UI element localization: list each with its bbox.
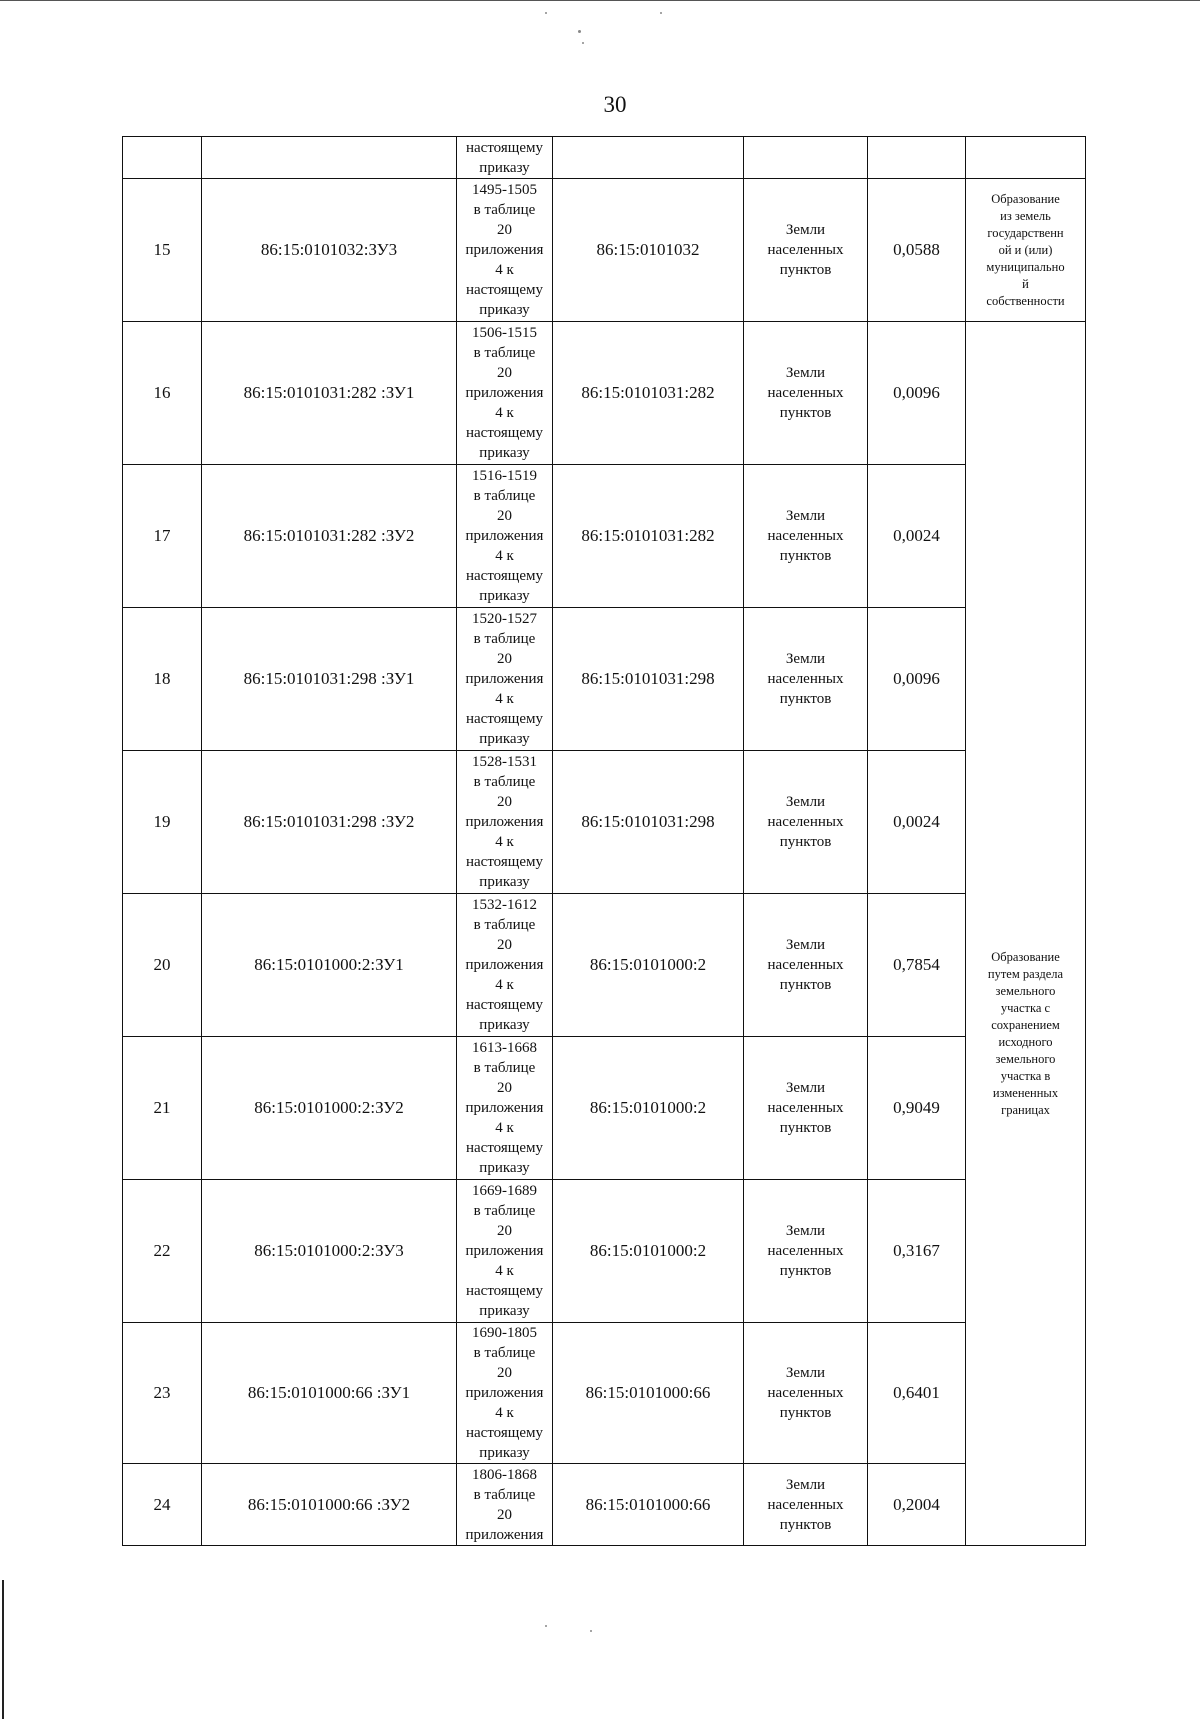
land-category-line: пунктов	[779, 548, 832, 564]
land-category	[744, 751, 868, 894]
row-number: 19	[123, 751, 202, 894]
points-reference-line: 1528-1531	[472, 754, 537, 770]
formation-method-line: Образование	[991, 949, 1060, 964]
scan-speck	[582, 42, 584, 44]
land-category-line: Земли	[785, 508, 826, 524]
points-reference-line: 1806-1868	[472, 1466, 537, 1483]
points-reference-line: приложения	[465, 385, 544, 401]
plot-designation: 86:15:0101000:2:ЗУ1	[202, 894, 457, 1037]
points-reference-line: приказу	[479, 445, 530, 461]
land-category	[744, 179, 868, 322]
land-category-line: населенных	[767, 957, 844, 973]
scan-speck	[578, 30, 581, 33]
points-reference-line: приложения	[465, 1100, 544, 1116]
points-reference-line: 1495-1505	[472, 182, 537, 198]
points-reference-line: приложения	[465, 671, 544, 687]
points-reference-line: 20	[497, 222, 512, 238]
points-reference	[457, 1323, 553, 1464]
scan-speck	[545, 1625, 547, 1627]
points-reference-line: приказу	[479, 1017, 530, 1033]
land-category-line: пунктов	[779, 405, 832, 421]
points-reference-line: 4 к	[495, 262, 514, 278]
land-category	[744, 1037, 868, 1180]
land-category-line: Земли	[785, 1365, 826, 1381]
points-reference-line: 20	[497, 937, 512, 953]
formation-method	[966, 322, 1086, 1546]
points-reference-line: 1532-1612	[472, 897, 537, 913]
row-number: 24	[123, 1464, 202, 1546]
parent-cadastral-number: 86:15:0101000:2	[553, 1037, 744, 1180]
land-category	[744, 322, 868, 465]
land-category-line: Земли	[785, 1080, 826, 1096]
land-category	[744, 465, 868, 608]
points-reference-line: приказу	[479, 159, 530, 176]
points-reference-line: приложения	[465, 528, 544, 544]
formation-method-line: измененных	[992, 1085, 1059, 1100]
formation-method-line: сохранением	[991, 1017, 1060, 1032]
points-reference	[457, 1180, 553, 1323]
land-category-line: населенных	[767, 528, 844, 544]
points-reference	[457, 894, 553, 1037]
points-reference-line: 20	[497, 1506, 512, 1523]
land-category	[744, 608, 868, 751]
points-reference-line: 20	[497, 1223, 512, 1239]
points-reference-line: приказу	[479, 588, 530, 604]
land-category-line: Земли	[785, 937, 826, 953]
points-reference-line: в таблице	[473, 1203, 536, 1219]
table-row	[123, 1464, 1086, 1546]
points-reference	[457, 608, 553, 751]
plot-area: 0,0096	[868, 608, 966, 751]
table-row	[123, 465, 1086, 608]
points-reference	[457, 751, 553, 894]
points-reference-line: приказу	[479, 302, 530, 318]
land-category-line: пунктов	[779, 1405, 832, 1421]
formation-method-line: путем раздела	[987, 966, 1064, 981]
plot-area: 0,9049	[868, 1037, 966, 1180]
plot-designation: 86:15:0101000:2:ЗУ3	[202, 1180, 457, 1323]
points-reference-line: 4 к	[495, 1263, 514, 1279]
land-category-line: населенных	[767, 1496, 844, 1513]
points-reference-line: 20	[497, 794, 512, 810]
land-category-line: Земли	[785, 1476, 826, 1493]
plot-designation: 86:15:0101031:298 :ЗУ2	[202, 751, 457, 894]
formation-method-line: участка в	[1000, 1068, 1051, 1083]
points-reference-line: настоящему	[465, 282, 543, 298]
points-reference-line: приказу	[479, 874, 530, 890]
plot-area: 0,7854	[868, 894, 966, 1037]
parent-cadastral-number: 86:15:0101031:298	[553, 608, 744, 751]
formation-method-line: муниципально	[986, 259, 1065, 274]
land-category-line: населенных	[767, 1243, 844, 1259]
plot-designation: 86:15:0101000:66 :ЗУ2	[202, 1464, 457, 1546]
land-category-line: населенных	[767, 1385, 844, 1401]
points-reference-line: настоящему	[465, 1425, 543, 1441]
land-category-line: населенных	[767, 1100, 844, 1116]
plot-designation: 86:15:0101032:ЗУ3	[202, 179, 457, 322]
land-category	[744, 1180, 868, 1323]
points-reference-line: 4 к	[495, 977, 514, 993]
scan-speck	[545, 12, 547, 14]
plot-area: 0,3167	[868, 1180, 966, 1323]
page-number: 30	[603, 92, 627, 117]
plot-area: 0,0096	[868, 322, 966, 465]
points-reference-line: 4 к	[495, 405, 514, 421]
plot-area: 0,0588	[868, 179, 966, 322]
plot-designation: 86:15:0101031:282 :ЗУ1	[202, 322, 457, 465]
parent-cadastral-number: 86:15:0101031:282	[553, 322, 744, 465]
parent-cadastral-number: 86:15:0101032	[553, 179, 744, 322]
parent-cadastral-number: 86:15:0101031:298	[553, 751, 744, 894]
points-reference-line: настоящему	[465, 568, 543, 584]
points-reference-line: 4 к	[495, 691, 514, 707]
formation-method-line: ой и (или)	[998, 242, 1053, 257]
points-reference-line: 1516-1519	[472, 468, 537, 484]
points-reference-line: 20	[497, 365, 512, 381]
land-category-line: Земли	[785, 1223, 826, 1239]
land-category-line: пунктов	[779, 262, 832, 278]
points-reference-line: 20	[497, 508, 512, 524]
points-reference-line: 4 к	[495, 1405, 514, 1421]
points-reference-line: приложения	[465, 242, 544, 258]
land-category-line: населенных	[767, 242, 844, 258]
plot-area: 0,0024	[868, 465, 966, 608]
parent-cadastral-number: 86:15:0101000:2	[553, 894, 744, 1037]
points-reference-line: в таблице	[473, 631, 536, 647]
points-reference-line: настоящему	[465, 1283, 543, 1299]
method-cell-empty	[966, 137, 1086, 179]
land-category-line: пунктов	[779, 834, 832, 850]
points-reference-line: приложения	[465, 1385, 544, 1401]
points-reference-line: настоящему	[465, 425, 543, 441]
points-reference-line: приказу	[479, 1160, 530, 1176]
land-category-line: пунктов	[779, 691, 832, 707]
parent-cadastral-number: 86:15:0101000:66	[553, 1464, 744, 1546]
formation-method-line: Образование	[991, 191, 1060, 206]
parent-cadastral-number	[553, 137, 744, 179]
plot-designation	[202, 137, 457, 179]
points-reference-line: 4 к	[495, 1120, 514, 1136]
land-category-line: пунктов	[779, 1516, 832, 1533]
row-number: 20	[123, 894, 202, 1037]
points-reference-line: в таблице	[473, 488, 536, 504]
parent-cadastral-number: 86:15:0101031:282	[553, 465, 744, 608]
table-row	[123, 322, 1086, 465]
points-reference	[457, 465, 553, 608]
row-number: 18	[123, 608, 202, 751]
table-row	[123, 179, 1086, 322]
points-reference-line: настоящему	[465, 997, 543, 1013]
points-reference	[457, 1464, 553, 1546]
table-row	[123, 608, 1086, 751]
scan-edge-left	[2, 1580, 4, 1719]
parent-cadastral-number: 86:15:0101000:2	[553, 1180, 744, 1323]
table-row	[123, 751, 1086, 894]
land-category-line: пунктов	[779, 1120, 832, 1136]
points-reference-line: приложения	[465, 1243, 544, 1259]
land-category-line: Земли	[785, 651, 826, 667]
formation-method-line: границах	[1001, 1102, 1050, 1117]
row-number	[123, 137, 202, 179]
points-reference	[457, 137, 553, 179]
formation-method	[966, 179, 1086, 322]
land-category-line: Земли	[785, 222, 826, 238]
points-reference	[457, 179, 553, 322]
formation-method-line: государственн	[987, 225, 1064, 240]
points-reference-line: настоящему	[465, 711, 543, 727]
land-category-line: населенных	[767, 385, 844, 401]
row-number: 15	[123, 179, 202, 322]
land-category-line: населенных	[767, 671, 844, 687]
table-row	[123, 1037, 1086, 1180]
row-number: 21	[123, 1037, 202, 1180]
formation-method-line: собственности	[986, 293, 1065, 308]
points-reference-line: в таблице	[473, 1345, 536, 1361]
table-row	[123, 1180, 1086, 1323]
points-reference-line: настоящему	[465, 854, 543, 870]
formation-method-line: исходного	[998, 1034, 1053, 1049]
table-row	[123, 1323, 1086, 1464]
parent-cadastral-number: 86:15:0101000:66	[553, 1323, 744, 1464]
plot-designation: 86:15:0101000:66 :ЗУ1	[202, 1323, 457, 1464]
points-reference-line: приложения	[465, 1526, 544, 1543]
land-category-line: населенных	[767, 814, 844, 830]
row-number: 17	[123, 465, 202, 608]
land-category-line: Земли	[785, 365, 826, 381]
land-category-line: пунктов	[779, 977, 832, 993]
plot-area: 0,6401	[868, 1323, 966, 1464]
points-reference-line: 1669-1689	[472, 1183, 537, 1199]
land-category	[744, 894, 868, 1037]
points-reference-line: приложения	[465, 814, 544, 830]
land-category	[744, 1464, 868, 1546]
points-reference-line: 1506-1515	[472, 325, 537, 341]
points-reference-line: в таблице	[473, 202, 536, 218]
points-reference-line: приказу	[479, 1445, 530, 1461]
formation-method-line: земельного	[995, 983, 1056, 998]
land-plots-table	[122, 136, 1086, 1546]
points-reference-line: 20	[497, 1080, 512, 1096]
formation-method-line: й	[1022, 276, 1029, 291]
points-reference-line: в таблице	[473, 1060, 536, 1076]
points-reference-line: 1520-1527	[472, 611, 537, 627]
land-category	[744, 137, 868, 179]
points-reference-line: 20	[497, 651, 512, 667]
row-number: 16	[123, 322, 202, 465]
formation-method-line: из земель	[1000, 208, 1051, 223]
formation-method-line: участка с	[1000, 1000, 1051, 1015]
row-number: 22	[123, 1180, 202, 1323]
points-reference-line: в таблице	[473, 1486, 536, 1503]
points-reference-line: 20	[497, 1365, 512, 1381]
points-reference-line: в таблице	[473, 345, 536, 361]
points-reference-line: приказу	[479, 1303, 530, 1319]
points-reference-line: настоящему	[465, 1140, 543, 1156]
scan-edge-top	[0, 0, 1200, 1]
land-category	[744, 1323, 868, 1464]
plot-area	[868, 137, 966, 179]
scan-speck	[590, 1630, 592, 1632]
plot-area: 0,0024	[868, 751, 966, 894]
points-reference-line: 4 к	[495, 834, 514, 850]
plot-designation: 86:15:0101031:298 :ЗУ1	[202, 608, 457, 751]
formation-method-line: земельного	[995, 1051, 1056, 1066]
table-row	[123, 137, 1086, 179]
land-category-line: пунктов	[779, 1263, 832, 1279]
points-reference-line: приказу	[479, 731, 530, 747]
points-reference-line: приложения	[465, 957, 544, 973]
land-category-line: Земли	[785, 794, 826, 810]
points-reference	[457, 322, 553, 465]
points-reference-line: 1613-1668	[472, 1040, 537, 1056]
plot-designation: 86:15:0101031:282 :ЗУ2	[202, 465, 457, 608]
points-reference-line: в таблице	[473, 917, 536, 933]
scan-speck	[660, 12, 662, 14]
plot-designation: 86:15:0101000:2:ЗУ2	[202, 1037, 457, 1180]
table-row	[123, 894, 1086, 1037]
points-reference-line: 4 к	[495, 548, 514, 564]
row-number: 23	[123, 1323, 202, 1464]
points-reference-line: в таблице	[473, 774, 536, 790]
points-reference-line: настоящему	[465, 139, 543, 156]
points-reference	[457, 1037, 553, 1180]
points-reference-line: 1690-1805	[472, 1325, 537, 1341]
plot-area: 0,2004	[868, 1464, 966, 1546]
